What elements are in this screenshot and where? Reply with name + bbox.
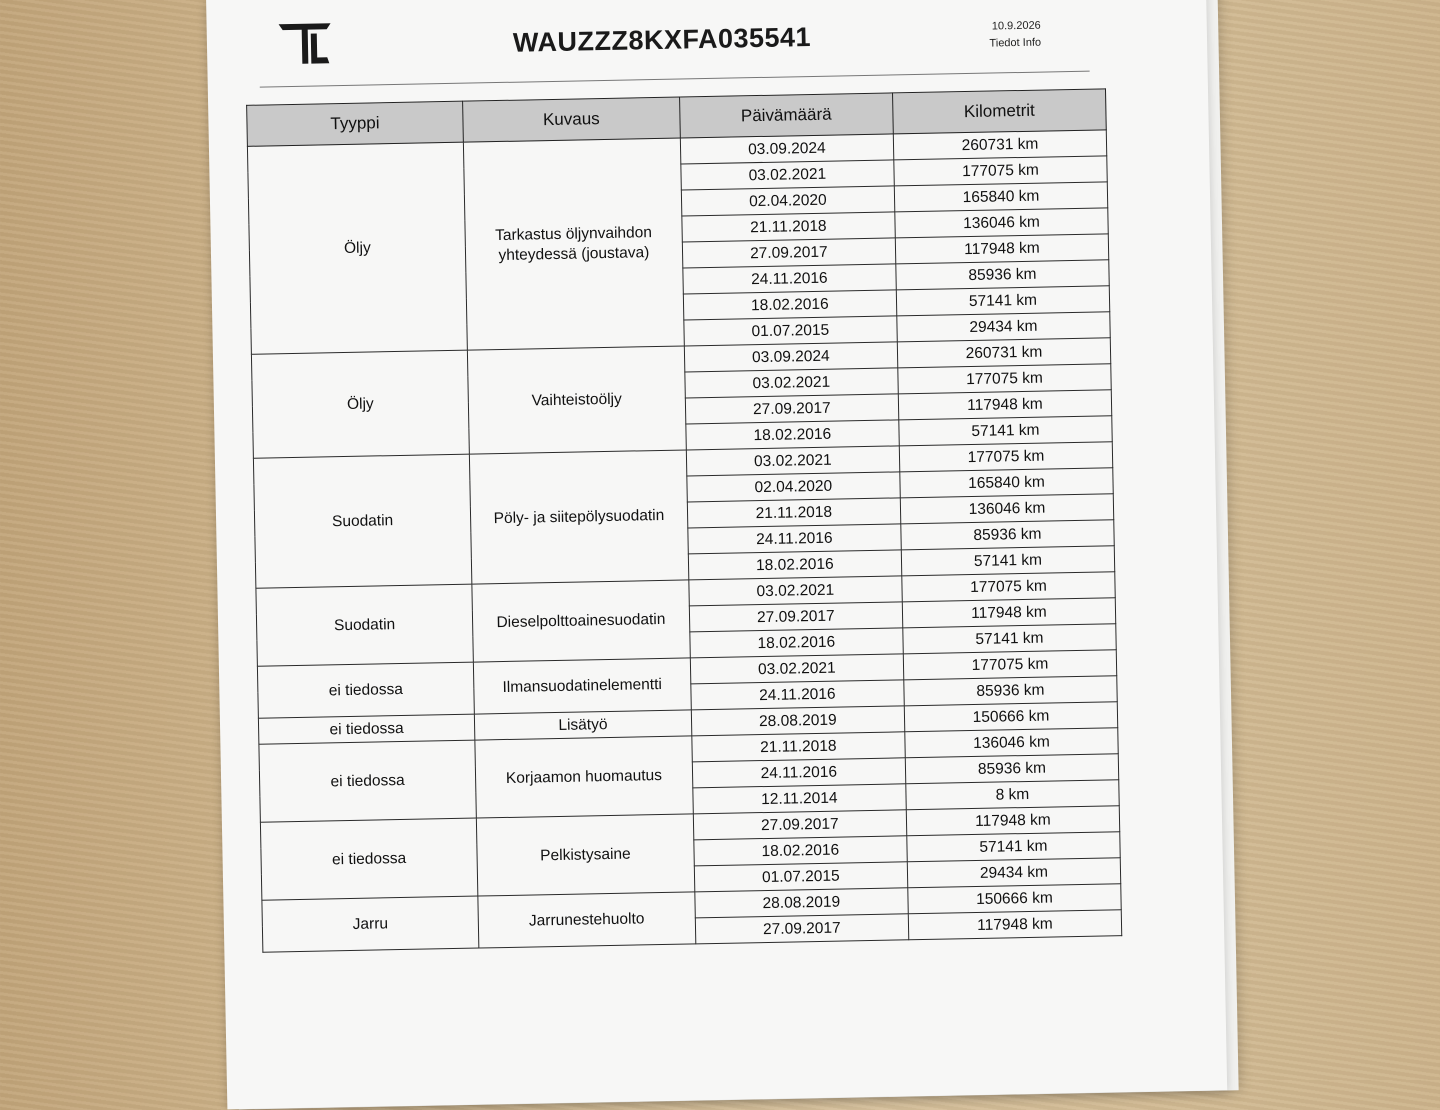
record-kilometers: 57141 km: [901, 546, 1115, 576]
record-date: 21.11.2018: [682, 212, 896, 242]
header-date: Päivämäärä: [679, 93, 893, 138]
record-kilometers: 117948 km: [898, 390, 1112, 420]
document-date: 10.9.2026: [991, 19, 1041, 33]
header-kilometers: Kilometrit: [892, 89, 1106, 134]
record-kilometers: 117948 km: [908, 910, 1122, 940]
record-description: Pöly- ja siitepölysuodatin: [469, 450, 688, 584]
record-kilometers: 85936 km: [904, 676, 1118, 706]
record-date: 18.02.2016: [686, 420, 900, 450]
record-type: ei tiedossa: [260, 818, 477, 900]
record-date: 28.08.2019: [691, 706, 905, 736]
record-kilometers: 85936 km: [896, 260, 1110, 290]
record-date: 01.07.2015: [694, 862, 908, 892]
record-description: Vaihteistoöljy: [467, 346, 686, 454]
document-header: [258, 0, 1090, 88]
record-date: 03.02.2021: [689, 576, 903, 606]
record-date: 18.02.2016: [688, 550, 902, 580]
record-date: 02.04.2020: [687, 472, 901, 502]
record-kilometers: 177075 km: [903, 650, 1117, 680]
record-date: 03.09.2024: [680, 134, 894, 164]
record-type: Suodatin: [256, 584, 473, 666]
record-date: 21.11.2018: [687, 498, 901, 528]
header-description: Kuvaus: [463, 97, 680, 142]
record-date: 27.09.2017: [685, 394, 899, 424]
record-date: 28.08.2019: [695, 888, 909, 918]
document-meta: [989, 18, 1041, 53]
service-records-table: [246, 88, 1122, 952]
record-date: 24.11.2016: [692, 758, 906, 788]
record-kilometers: 117948 km: [902, 598, 1116, 628]
record-date: 24.11.2016: [691, 680, 905, 710]
record-date: 24.11.2016: [683, 264, 897, 294]
record-kilometers: 165840 km: [900, 468, 1114, 498]
record-description: Dieselpolttoainesuodatin: [472, 580, 690, 662]
record-kilometers: 136046 km: [905, 728, 1119, 758]
record-date: 12.11.2014: [693, 784, 907, 814]
record-description: Lisätyö: [474, 710, 691, 740]
record-date: 03.02.2021: [685, 368, 899, 398]
record-kilometers: 57141 km: [896, 286, 1110, 316]
record-kilometers: 260731 km: [893, 130, 1107, 160]
record-kilometers: 29434 km: [897, 312, 1111, 342]
record-date: 18.02.2016: [690, 628, 904, 658]
record-kilometers: 177075 km: [898, 364, 1112, 394]
record-description: Korjaamon huomautus: [475, 736, 693, 818]
record-type: Jarru: [262, 896, 479, 952]
record-kilometers: 177075 km: [894, 156, 1108, 186]
record-kilometers: 57141 km: [907, 832, 1121, 862]
record-kilometers: 150666 km: [904, 702, 1118, 732]
header-type: Tyyppi: [247, 101, 464, 146]
record-kilometers: 8 km: [906, 780, 1120, 810]
record-date: 27.09.2017: [689, 602, 903, 632]
record-kilometers: 57141 km: [903, 624, 1117, 654]
record-kilometers: 150666 km: [908, 884, 1122, 914]
service-history-sheet: [206, 0, 1227, 1109]
record-description: Pelkistysaine: [476, 814, 694, 896]
record-date: 03.02.2021: [686, 446, 900, 476]
record-type: ei tiedossa: [258, 714, 474, 744]
record-kilometers: 260731 km: [897, 338, 1111, 368]
record-type: Öljy: [251, 350, 469, 458]
records-body: [247, 130, 1121, 952]
record-kilometers: 117948 km: [906, 806, 1120, 836]
record-kilometers: 136046 km: [895, 208, 1109, 238]
record-description: Ilmansuodatinelementti: [473, 658, 691, 714]
record-date: 27.09.2017: [695, 914, 909, 944]
record-date: 18.02.2016: [694, 836, 908, 866]
record-kilometers: 57141 km: [899, 416, 1113, 446]
record-kilometers: 85936 km: [901, 520, 1115, 550]
record-date: 02.04.2020: [681, 186, 895, 216]
record-date: 21.11.2018: [692, 732, 906, 762]
record-kilometers: 165840 km: [894, 182, 1108, 212]
record-description: Jarrunestehuolto: [478, 892, 696, 948]
record-kilometers: 177075 km: [902, 572, 1116, 602]
record-kilometers: 29434 km: [907, 858, 1121, 888]
record-type: Suodatin: [253, 454, 471, 588]
record-date: 18.02.2016: [683, 290, 897, 320]
info-label: Tiedot Info: [989, 36, 1042, 50]
record-date: 03.02.2021: [690, 654, 904, 684]
record-kilometers: 136046 km: [900, 494, 1114, 524]
record-kilometers: 177075 km: [899, 442, 1113, 472]
record-description: Tarkastus öljynvaihdon yhteydessä (joustava): [463, 138, 684, 350]
record-type: Öljy: [247, 142, 467, 354]
record-type: ei tiedossa: [259, 740, 476, 822]
record-date: 01.07.2015: [684, 316, 898, 346]
record-date: 24.11.2016: [688, 524, 902, 554]
record-kilometers: 117948 km: [895, 234, 1109, 264]
vin-number: WAUZZZ8KXFA035541: [512, 21, 812, 58]
record-date: 03.09.2024: [684, 342, 898, 372]
brand-logo-icon: [277, 19, 334, 66]
record-date: 03.02.2021: [681, 160, 895, 190]
record-kilometers: 85936 km: [905, 754, 1119, 784]
record-date: 27.09.2017: [682, 238, 896, 268]
record-date: 27.09.2017: [693, 810, 907, 840]
record-type: ei tiedossa: [257, 662, 474, 718]
